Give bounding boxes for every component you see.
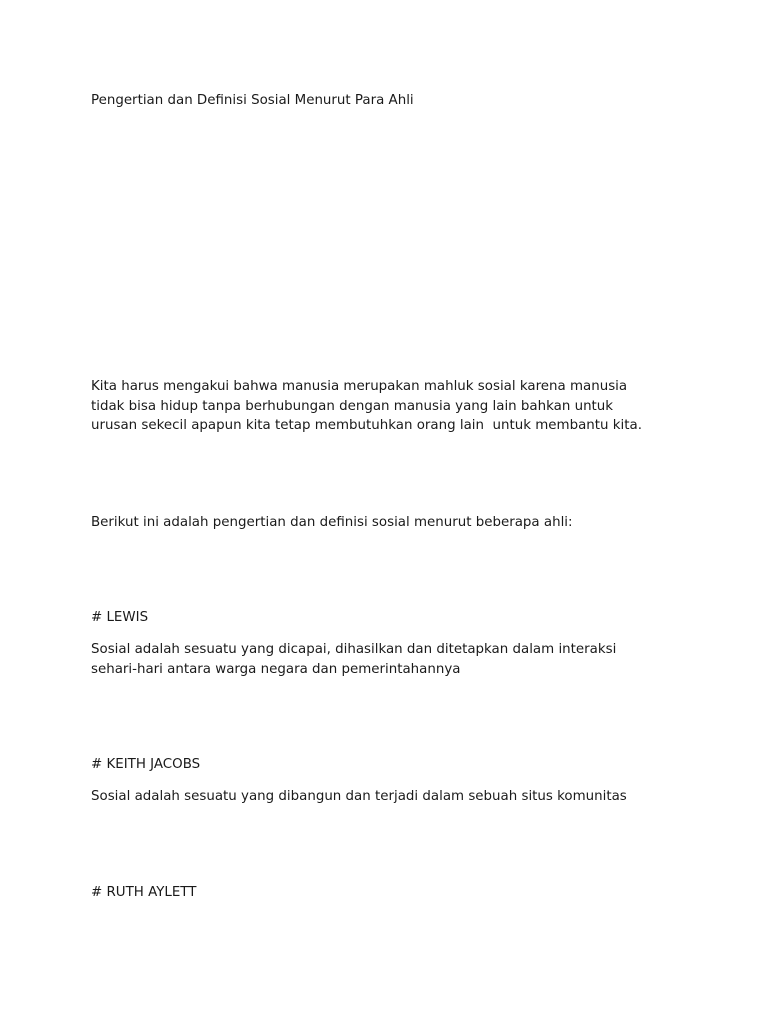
- intro-line: urusan sekecil apapun kita tetap membutuhkan orang lain untuk membantu kita.: [91, 418, 642, 433]
- definition-line: sehari-hari antara warga negara dan pemerintahannya: [91, 661, 461, 677]
- expert-heading-lewis: # LEWIS: [91, 610, 149, 625]
- intro-line: tidak bisa hidup tanpa berhubungan dengan manusia yang lain bahkan untuk: [91, 398, 614, 414]
- definition-line: Sosial adalah sesuatu yang dicapai, dihasilkan dan ditetapkan dalam interaksi: [91, 642, 617, 657]
- expert-definition-lewis: [91, 640, 651, 679]
- expert-heading-keith-jacobs: # KEITH JACOBS: [91, 757, 201, 772]
- intro-paragraph: [91, 377, 681, 436]
- intro-line: Kita harus mengakui bahwa manusia merupakan mahluk sosial karena manusia: [91, 379, 628, 394]
- lead-paragraph: Berikut ini adalah pengertian dan definisi sosial menurut beberapa ahli:: [91, 515, 573, 530]
- expert-definition-keith-jacobs: [91, 787, 691, 807]
- document-title: Pengertian dan Definisi Sosial Menurut Para Ahli: [91, 93, 414, 108]
- definition-line: Sosial adalah sesuatu yang dibangun dan terjadi dalam sebuah situs komunitas: [91, 789, 627, 804]
- expert-heading-ruth-aylett: # RUTH AYLETT: [91, 885, 197, 900]
